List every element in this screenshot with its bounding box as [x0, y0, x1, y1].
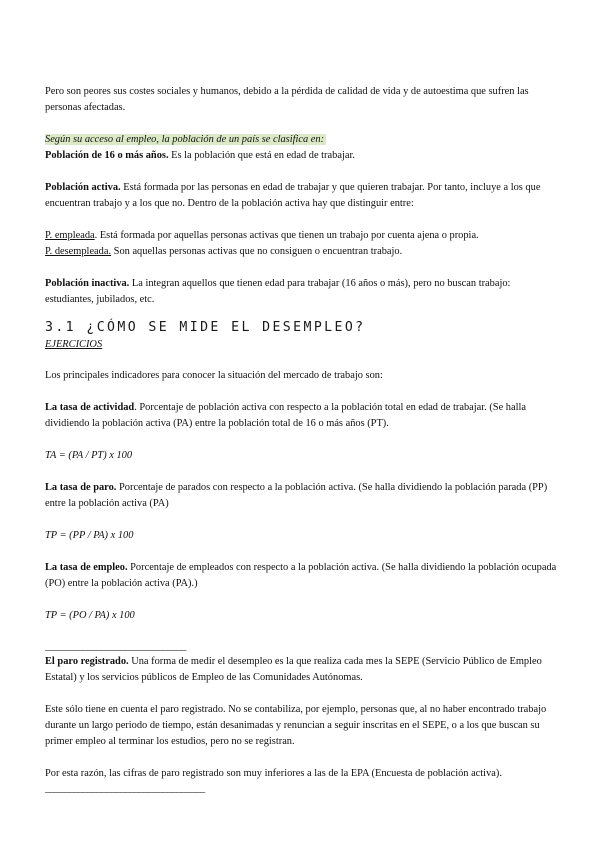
separator-rule-top: ______________________________ [45, 641, 186, 652]
exercises-subheading: EJERCICIOS [45, 339, 103, 350]
indicadores-paragraph: Los principales indicadores para conocer la situación del mercado de trabajo son: [45, 370, 383, 381]
intro-paragraph: Pero son peores sus costes sociales y humanos, debido a la pérdida de calidad de vida y de autoestima que sufren las personas afectadas. [45, 86, 529, 113]
tasa-paro-text: Porcentaje de parados con respecto a la población activa. (Se halla dividiendo la población parada (PP) entre la población activa (PA) [45, 482, 548, 509]
pob16-term: Población de 16 o más años. [45, 150, 169, 161]
activa-paragraph [45, 180, 560, 212]
paro-registrado-term: El paro registrado. [45, 656, 129, 667]
empleada-text: . Está formada por aquellas personas activas que tienen un trabajo por cuenta ajena o propia. [94, 230, 479, 241]
empleada-term: P. empleada [45, 230, 95, 241]
tasa-paro-term: La tasa de paro. [45, 482, 117, 493]
paro-registrado-paragraph [45, 654, 560, 686]
tasa-actividad-term: La tasa de actividad [45, 402, 135, 413]
activa-term: Población activa. [45, 182, 121, 193]
tasa-empleo-term: La tasa de empleo. [45, 562, 128, 573]
section-heading: 3.1 ¿CÓMO SE MIDE EL DESEMPLEO? [45, 320, 366, 335]
highlighted-text: Según su acceso al empleo, la población de un país se clasifica en: [45, 134, 325, 145]
empleada-paragraph [45, 228, 560, 244]
tasa-paro-paragraph [45, 480, 560, 512]
activa-text: Está formada por las personas en edad de trabajar y que quieren trabajar. Por tanto, incluye a los que encuentran trabajo y a los que no. Dentro de la población activa hay que distinguir entre: [45, 182, 541, 209]
inactiva-term: Población inactiva. [45, 278, 130, 289]
tasa-empleo-text: Porcentaje de empleados con respecto a la población activa. (Se halla dividiendo la población ocupada (PO) entre la población activa (PA).) [45, 562, 557, 589]
tasa-actividad-formula: TA = (PA / PT) x 100 [45, 450, 133, 461]
desempleada-term: P. desempleada. [45, 246, 112, 257]
razon-paragraph: Por esta razón, las cifras de paro registrado son muy inferiores a las de la EPA (Encuesta de población activa). [45, 768, 502, 779]
classification-line [45, 132, 560, 148]
document-page [45, 84, 560, 796]
tasa-empleo-paragraph [45, 560, 560, 592]
inactiva-text: La integran aquellos que tienen edad para trabajar (16 años o más), pero no buscan trabajo: estudiantes, jubilados, etc. [45, 278, 511, 305]
tasa-paro-formula: TP = (PP / PA) x 100 [45, 530, 134, 541]
paro-registrado-text: Una forma de medir el desempleo es la que realiza cada mes la SEPE (Servicio Público de Empleo Estatal) y los servicios públicos de Empleo de las Comunidades Autónomas. [45, 656, 542, 683]
desempleada-text: Son aquellas personas activas que no consiguen o encuentran trabajo. [111, 246, 403, 257]
desempleada-paragraph [45, 244, 560, 260]
pob16-text: Es la población que está en edad de trabajar. [168, 150, 355, 161]
tasa-empleo-formula: TP = (PO / PA) x 100 [45, 610, 135, 621]
pob16-paragraph [45, 148, 560, 164]
este-solo-paragraph: Este sólo tiene en cuenta el paro registrado. No se contabiliza, por ejemplo, personas que, al no haber encontrado trabajo durante un largo periodo de tiempo, están desanimadas y renuncian a seguir inscritas en el SEPE, o a los que buscan su primer empleo al terminar los estudios, pero no se registran. [45, 704, 547, 747]
tasa-actividad-paragraph [45, 400, 560, 432]
tasa-actividad-text: . Porcentaje de población activa con respecto a la población total en edad de trabajar. (Se halla dividiendo la población activa (PA) entre la población total de 16 o más años (PT). [45, 402, 526, 429]
separator-rule-bottom: __________________________________ [45, 783, 205, 794]
inactiva-paragraph [45, 276, 560, 308]
